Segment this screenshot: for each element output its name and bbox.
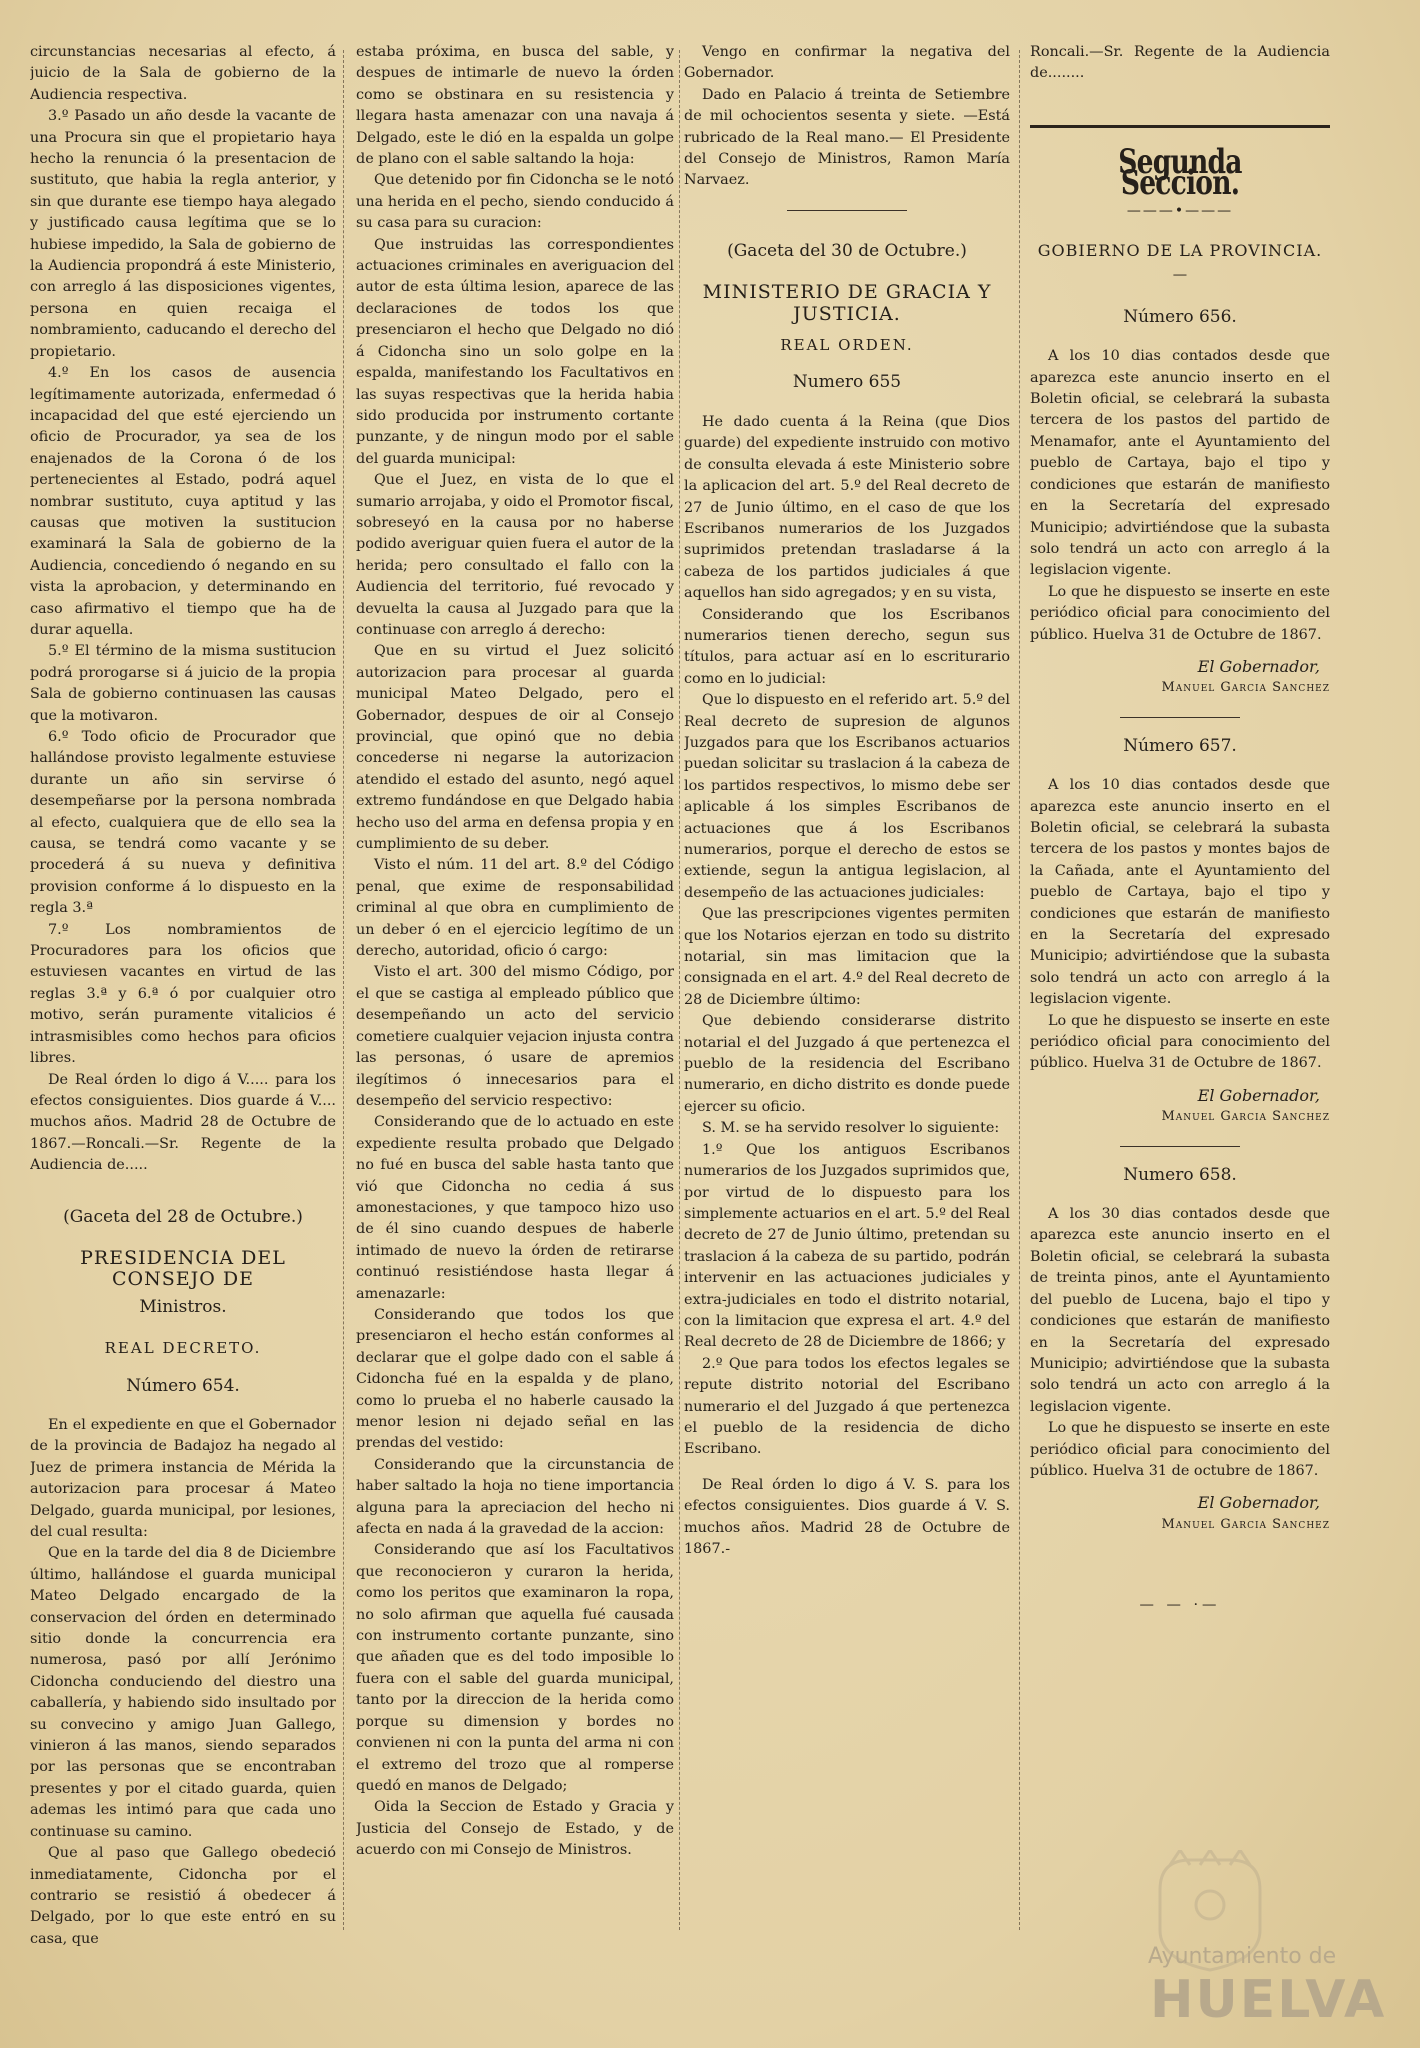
paragraph: estaba próxima, en busca del sable, y despues de intimarle de nuevo la órden como se obstinara en su resistencia y llegara hasta amenazar con una navaja á Delgado, este le dió en la espalda un golpe de plano con el sable saltando la hoja:: [356, 44, 674, 168]
paragraph: Dado en Palacio á treinta de Setiembre de mil ochocientos sesenta y siete. —Está rubricado de la Real mano.— El Presidente del Consejo de Ministros, Ramon María Narvaez.: [684, 86, 1010, 189]
paragraph: Lo que he dispuesto se inserte en este periódico oficial para conocimiento del público. Huelva 31 de octubre de 1867.: [1030, 1420, 1330, 1479]
gaceta-heading: (Gaceta del 28 de Octubre.): [63, 1206, 303, 1227]
paragraph: Que lo dispuesto en el referido art. 5.º del Real decreto de supresion de algunos Juzgados para que los Escribanos actuarios puedan solicitar su traslacion á la cabeza de los partidos respectivos, lo mismo debe ser aplicable á los simples Escribanos de actuaciones que á los Escribanos numerarios, porque el derecho de estos se extiende, segun la antigua legislacion, al desempeño de las actuaciones judiciales:: [684, 692, 1010, 901]
signature-title: El Gobernador,: [1197, 1085, 1320, 1105]
column-4: [1030, 42, 1330, 2032]
column-1: [30, 42, 336, 2032]
paragraph: Que al paso que Gallego obedeció inmediatamente, Cidoncha por el contrario se resistió á obedecer á Delgado, por lo que este entró en su casa, que: [30, 1845, 336, 1947]
section-heading: MINISTERIO DE GRACIA Y JUSTICIA.: [702, 281, 992, 325]
signature-name: Manuel Garcia Sanchez: [1161, 680, 1330, 696]
paragraph: S. M. se ha servido resolver lo siguiente:: [702, 1120, 1000, 1137]
order-number: Numero 655: [792, 372, 902, 393]
paragraph: Vengo en confirmar la negativa del Gobernador.: [684, 44, 1010, 82]
paragraph: Que instruidas las correspondientes actuaciones criminales en averiguacion del autor de esta última lesion, aparece de las declaraciones de todos los que presenciaron el hecho que Delgado no dió á Cidoncha sino un solo golpe en la espalda, manifestando los Facultativos en las suyas respectivas que la herida habia sido producida por instrumento cortante punzante, y de ningun modo por el sable del guarda municipal:: [356, 236, 674, 467]
paragraph: Roncali.—Sr. Regente de la Audiencia de........: [1030, 44, 1330, 82]
order-heading: REAL ORDEN.: [780, 336, 914, 355]
paragraph: Considerando que de lo actuado en este expediente resulta probado que Delgado no fué en busca del sable hasta tanto que vió que Cidoncha no cedia á sus amonestaciones, y que tampoco hizo uso de él sino cuando despues de haberle intimado de nuevo la órden de retirarse continuó resistiéndose hasta llegar á amenazarle:: [356, 1114, 674, 1302]
section-heading: GOBIERNO DE LA PROVINCIA.: [1037, 241, 1323, 261]
paragraph: 7.º Los nombramientos de Procuradores para los oficios que estuviesen vacantes en virtud de las reglas 3.ª y 6.ª ó por cualquier otro motivo, serán puramente vitalicios é intrasmisibles como hechos para oficios libres.: [30, 921, 336, 1067]
paragraph: Que en su virtud el Juez solicitó autorizacion para procesar al guarda municipal Mateo Delgado, pero el Gobernador, despues de oir al Consejo provincial, que opinó que no debia concederse ni negarse la autorizacion atendido el estado del asunto, negó aquel extremo fundándose en que Delgado habia hecho uso del arma en defensa propia y en cumplimiento de su deber.: [356, 643, 674, 853]
ornament: ———•———: [1126, 202, 1234, 219]
separator-line: [787, 210, 907, 211]
paragraph: En el expediente en que el Gobernador de la provincia de Badajoz ha negado al Juez de primera instancia de Mérida la autorizacion para procesar á Mateo Delgado, guarda municipal, por lesiones, del cual resulta:: [30, 1416, 336, 1540]
paragraph: Que el Juez, en vista de lo que el sumario arrojaba, y oido el Promotor fiscal, sobreseyó en la causa por no haberse podido averiguar quien fuera el autor de la herida; pero consultado el fallo con la Audiencia del territorio, fué revocado y devuelta la causa al Juzgado para que la continuase con arreglo á derecho:: [356, 472, 674, 638]
end-mark: — — ·—: [1139, 1597, 1221, 1614]
paragraph: 5.º El término de la misma sustitucion podrá prorogarse si á juicio de la propia Sala de gobierno continuasen las causas que la motivaron.: [30, 643, 336, 724]
watermark-text: HUELVA: [1150, 1970, 1387, 2030]
column-rule: [1019, 50, 1020, 1930]
paragraph: A los 30 dias contados desde que aparezca este anuncio inserto en el Boletin oficial, se celebrará la subasta de treinta pinos, ante el Ayuntamiento del pueblo de Lucena, bajo el tipo y condiciones que estarán de manifiesto en la Secretaría del expresado Municipio; advirtiéndose que la subasta solo tendrá un acto con arreglo á la legislacion vigente.: [1030, 1206, 1330, 1415]
paragraph: 1.º Que los antiguos Escribanos numerarios de los Juzgados suprimidos que, por virtud de lo dispuesto para los simplemente actuarios en el art. 5.º del Real decreto de 27 de Junio último, pretendan su traslacion á la cabeza de su partido, podrán intervenir en las actuaciones judiciales y extra-judiciales en todo el distrito notarial, con la limitacion que expresa el art. 4.º del Real decreto de 28 de Diciembre de 1866; y: [684, 1141, 1010, 1351]
paragraph: De Real órden lo digo á V..... para los efectos consiguientes. Dios guarde á V.... muchos años. Madrid 28 de Octubre de 1867.—Roncali.—Sr. Regente de la Audiencia de.....: [30, 1071, 336, 1174]
paragraph: Que en la tarde del dia 8 de Diciembre último, hallándose el guarda municipal Mateo Delgado encargado de la conservacion del órden en determinado sitio donde la concurrencia era numerosa, pasó por allí Jerónimo Cidoncha conduciendo del diestro una caballería, y habiendo sido insultado por su convecino y amigo Juan Gallego, vinieron á las manos, siendo separados por las personas que se encontraban presentes y por el citado guarda, quien ademas les intimó para que cada uno continuase su camino.: [30, 1545, 336, 1840]
notice-number: Número 657.: [1123, 735, 1237, 756]
paragraph: Lo que he dispuesto se inserte en este periódico oficial para conocimiento del público. Huelva 31 de Octubre de 1867.: [1030, 583, 1330, 643]
notice-number: Número 656.: [1123, 306, 1237, 327]
paragraph: 2.º Que para todos los efectos legales se repute distrito notorial del Escribano numerario el del Juzgado á que pertenezca el pueblo de la residencia de dicho Escribano.: [684, 1355, 1010, 1458]
section-subheading: Ministros.: [139, 1296, 227, 1317]
paragraph: 3.º Pasado un año desde la vacante de una Procura sin que el propietario haya hecho la renuncia ó la presentacion de sustituto, que habia la regla anterior, y sin que durante ese tiempo haya alegado y justificado causa legítima que se lo hubiese impedido, la Sala de gobierno de la Audiencia propondrá á este Ministerio, con arreglo á las disposiciones vigentes, persona en quien recaiga el nombramiento, caducando el derecho del propietario.: [30, 108, 336, 360]
paragraph: Considerando que todos los que presenciaron el hecho están conformes al declarar que el golpe dado con el sable á Cidoncha fué en la espalda y de plano, como lo prueba el no haberle causado la menor lesion ni dejado señal en las prendas del vestido:: [356, 1306, 674, 1452]
paragraph: 4.º En los casos de ausencia legítimamente autorizada, enfermedad ó incapacidad del que esté ejerciendo un oficio de Procurador, ya sea de los enajenados de la Corona ó de los pertenecientes al Estado, podrá aquel nombrar sustituto, cuya aptitud y las causas que motiven la sustitucion examinará la Sala de gobierno de la Audiencia, concediendo ó negando en su vista la aprobacion, y determinando en caso afirmativo el tiempo que ha de durar aquella.: [30, 365, 336, 638]
paragraph: Visto el art. 300 del mismo Código, por el que se castiga al empleado público que desempeñando un acto del servicio cometiere cualquier vejacion injusta contra las personas, ó usare de apremios ilegítimos ó innecesarios para el desempeño del servicio respectivo:: [356, 964, 674, 1109]
section-title: Segunda Seccion.: [1118, 141, 1242, 204]
paragraph: Oida la Seccion de Estado y Gracia y Justicia del Consejo de Estado, y de acuerdo con mi Consejo de Ministros.: [356, 1799, 674, 1859]
paragraph: Que las prescripciones vigentes permiten que los Notarios ejerzan en todo su distrito notarial, sin mas limitacion que la consignada en el art. 4.º del Real decreto de 28 de Diciembre último:: [684, 906, 1010, 1008]
separator-line: [1120, 717, 1240, 718]
watermark-text: Ayuntamiento de: [1148, 1944, 1337, 1969]
paragraph: Considerando que así los Facultativos que reconocieron y curaron la herida, como los peritos que examinaron la ropa, no solo afirman que aquella fué causada con instrumento cortante punzante, sino que añaden que es del todo imposible lo fuera con el sable del guarda municipal, tanto por la direccion de la herida como porque su dimension y bordes no convienen ni con la punta del arma ni con el extremo del trozo que al romperse quedó en manos de Delgado;: [356, 1542, 674, 1794]
column-rule: [343, 50, 344, 1930]
paragraph: Que detenido por fin Cidoncha se le notó una herida en el pecho, siendo conducido á su casa para su curacion:: [356, 172, 674, 232]
paragraph: He dado cuenta á la Reina (que Dios guarde) del expediente instruido con motivo de consulta elevada á este Ministerio sobre la aplicacion del art. 5.º del Real decreto de 27 de Junio último, en el caso de que los Escribanos numerarios de los Juzgados suprimidos pretendan trasladarse á la cabeza de los partidos judiciales á que aquellos han sido agregados; y en su vista,: [684, 413, 1010, 602]
paragraph: Considerando que la circunstancia de haber saltado la hoja no tiene importancia alguna para la apreciacion del hecho ni afecta en nada á la gravedad de la accion:: [356, 1456, 674, 1538]
signature-title: El Gobernador,: [1197, 1493, 1320, 1513]
paragraph: Visto el núm. 11 del art. 8.º del Código penal, que exime de responsabilidad criminal al que obra en cumplimiento de un deber ó en el ejercicio legítimo de un derecho, autoridad, oficio ó cargo:: [356, 857, 674, 960]
paragraph: Considerando que los Escribanos numerarios tienen derecho, segun sus títulos, para actuar así en lo escriturario como en lo judicial:: [684, 606, 1010, 687]
notice-number: Numero 658.: [1123, 1164, 1237, 1185]
paragraph: Que debiendo considerarse distrito notarial el del Juzgado á que pertenezca el pueblo de la residencia del Escribano numerario, en dicho distrito es donde puede ejercer su oficio.: [684, 1013, 1010, 1115]
dash-divider: —: [1172, 267, 1188, 284]
signature-name: Manuel Garcia Sanchez: [1161, 1109, 1330, 1125]
signature-name: Manuel Garcia Sanchez: [1161, 1516, 1330, 1532]
column-3: [684, 42, 1010, 2032]
paragraph: circunstancias necesarias al efecto, á juicio de la Sala de gobierno de la Audiencia respectiva.: [30, 44, 336, 103]
gaceta-heading: (Gaceta del 30 de Octubre.): [727, 240, 967, 261]
paragraph: A los 10 dias contados desde que aparezca este anuncio inserto en el Boletin oficial, se celebrará la subasta tercera de los pastos y montes bajos de la Cañada, ante el Ayuntamiento del pueblo de Cartaya, bajo el tipo y condiciones que estarán de manifiesto en la Secretaría del expresado Municipio; advirtiéndose que la subasta solo tendrá un acto con arreglo á la legislacion vigente.: [1030, 777, 1330, 1008]
paragraph: A los 10 dias contados desde que aparezca este anuncio inserto en el Boletin oficial, se celebrará la subasta tercera de los pastos del partido de Menamafor, ante el Ayuntamiento del pueblo de Cartaya, bajo el tipo y condiciones que estarán de manifiesto en la Secretaría del expresado Municipio; advirtiéndose que la subasta solo tendrá un acto con arreglo á la legislacion vigente.: [1030, 348, 1330, 579]
decree-heading: REAL DECRETO.: [104, 1339, 262, 1358]
paragraph: De Real órden lo digo á V. S. para los efectos consiguientes. Dios guarde á V. S. muchos años. Madrid 28 de Octubre de 1867.-: [684, 1476, 1010, 1557]
decree-number: Número 654.: [126, 1375, 240, 1396]
separator-line: [1120, 1146, 1240, 1147]
paragraph: 6.º Todo oficio de Procurador que hallándose provisto legalmente estuviese durante un año sin servirse ó desempeñarse por la persona nombrada al efecto, cualquiera que de ello sea la causa, se tendrá como vacante y se procederá á su nueva y definitiva provision conforme á lo dispuesto en la regla 3.ª: [30, 729, 336, 917]
section-heading: PRESIDENCIA DEL CONSEJO DE: [80, 1246, 286, 1291]
column-2: [356, 42, 674, 2032]
thick-rule: [1030, 125, 1330, 128]
signature-title: El Gobernador,: [1197, 656, 1320, 676]
paragraph: Lo que he dispuesto se inserte en este periódico oficial para conocimiento del público. Huelva 31 de Octubre de 1867.: [1030, 1012, 1330, 1072]
column-rule: [679, 50, 680, 1930]
